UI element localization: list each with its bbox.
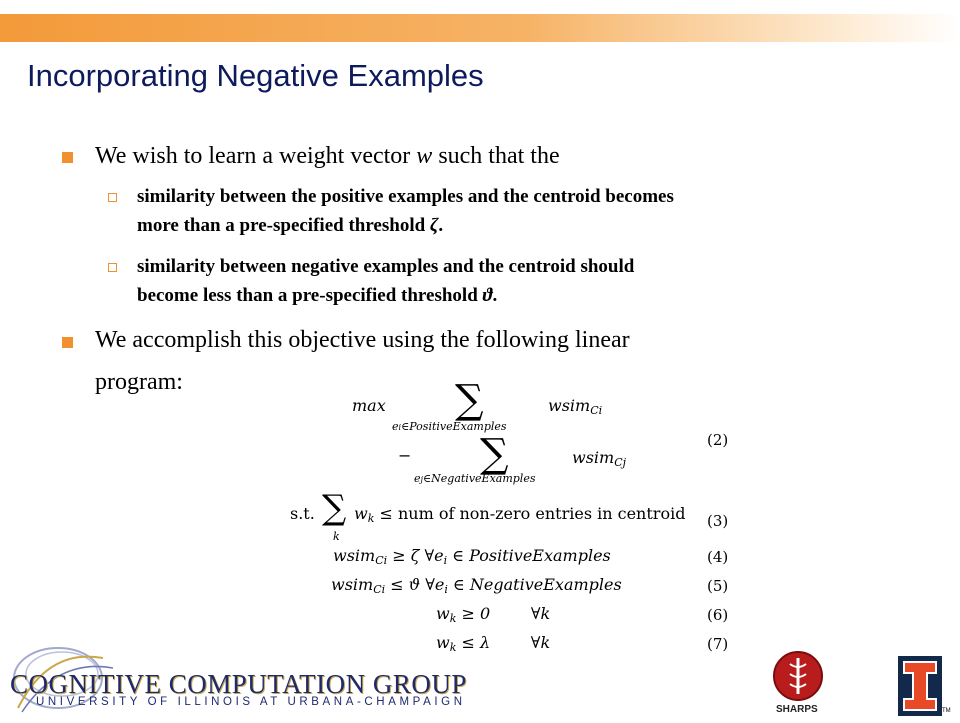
sub-pos: ∈PositiveExamples <box>401 420 507 433</box>
eq-constraint-4 <box>333 546 611 567</box>
illinois-tm: TM <box>942 708 951 714</box>
sub-j: j <box>420 475 423 484</box>
sum-2-subscript <box>414 472 535 485</box>
sub-bullet-2-end: . <box>492 285 498 306</box>
cogcomp-logo-title: COGNITIVE COMPUTATION GROUP <box>10 669 467 699</box>
wsim-sub: Ci <box>375 554 388 567</box>
cogcomp-logo <box>8 638 468 718</box>
wsim-text: wsim <box>548 396 591 415</box>
sub-bullet-2-line1: similarity between negative examples and the centroid should <box>137 256 635 277</box>
bullet-2-line2: program: <box>95 369 183 395</box>
w-text: w <box>436 633 450 652</box>
eq-number-2: (2) <box>707 431 729 449</box>
wsim-sub: Ci <box>590 404 603 417</box>
wsim-text: wsim <box>572 448 615 467</box>
sum-symbol-2: ∑ <box>480 431 509 477</box>
eq-constraint-3 <box>354 504 685 525</box>
sub-bullet-1-line2 <box>137 211 443 240</box>
vartheta-symbol: ϑ <box>482 285 493 306</box>
k-sub: k <box>367 512 375 525</box>
eq-number-3: (3) <box>707 512 729 530</box>
bullet-square-icon <box>62 152 73 163</box>
w-text: w <box>354 504 368 523</box>
wsim-text: wsim <box>331 575 374 594</box>
illinois-logo <box>898 656 951 716</box>
eq-wsim-ci <box>548 396 602 417</box>
wsim-sub: Cj <box>614 456 627 469</box>
sub-i: i <box>398 423 402 432</box>
k-sub: k <box>449 641 457 654</box>
sum-symbol-3: ∑ <box>322 488 347 528</box>
sharps-caduceus-icon <box>770 650 830 706</box>
illinois-block-i-icon <box>898 656 942 716</box>
sub-bullet-2-line2 <box>137 281 497 310</box>
i-sub: i <box>444 583 448 596</box>
bullet-square-icon <box>62 337 73 348</box>
i-sub: i <box>443 554 448 567</box>
c4-text: ≥ ζ ∀e <box>392 546 444 565</box>
bullet-1-prefix: We wish to learn a weight vector <box>95 143 417 169</box>
c4-rest: ∈ PositiveExamples <box>452 546 611 565</box>
sub-bullet-square-icon <box>108 263 117 272</box>
slide-title: Incorporating Negative Examples <box>27 58 484 93</box>
bullet-1-text <box>95 140 560 173</box>
eq-st: s.t. <box>290 504 315 523</box>
bullet-1-var: w <box>416 143 433 169</box>
c5-rest: ∈ NegativeExamples <box>453 575 622 594</box>
eq-wsim-cj <box>572 448 626 469</box>
c5-text: ≤ ϑ ∀e <box>390 575 445 594</box>
w-text: w <box>436 604 450 623</box>
sub-neg: ∈NegativeExamples <box>423 472 536 485</box>
wsim-text: wsim <box>333 546 376 565</box>
eq-constraint-6 <box>436 604 550 625</box>
sub-e: e <box>392 420 399 433</box>
eq-minus: − <box>398 446 412 465</box>
sum-symbol-1: ∑ <box>455 377 484 423</box>
sub-bullet-1-end: . <box>438 215 444 236</box>
eq-number-4: (4) <box>707 548 729 566</box>
eq-number-7: (7) <box>707 635 729 653</box>
wsim-sub: Ci <box>373 583 386 596</box>
eq-constraint-5 <box>331 575 622 596</box>
eq-number-6: (6) <box>707 606 729 624</box>
sub-bullet-2-line2-text: become less than a pre-specified threshold <box>137 285 483 306</box>
sub-bullet-1-line1: similarity between the positive examples and the centroid becomes <box>137 186 674 207</box>
constraint-3-text: ≤ num of non-zero entries in centroid <box>379 504 686 523</box>
k-sub: k <box>449 612 457 625</box>
c6-text: ≥ 0 ∀k <box>461 604 551 623</box>
zeta-symbol: ζ <box>429 215 439 236</box>
sharps-label: SHARPS <box>776 704 818 715</box>
bullet-1-suffix: such that the <box>432 143 560 169</box>
sub-bullet-1-line2-text: more than a pre-specified threshold <box>137 215 430 236</box>
c7-text: ≤ λ ∀k <box>461 633 551 652</box>
bullet-2-line1: We accomplish this objective using the following linear <box>95 327 630 353</box>
sharps-logo <box>770 650 830 720</box>
cogcomp-logo-subtitle: UNIVERSITY OF ILLINOIS AT URBANA-CHAMPAIGN <box>36 696 466 708</box>
sub-bullet-square-icon <box>108 193 117 202</box>
header-gradient-bar <box>0 14 960 42</box>
sum-3-subscript: k <box>333 530 340 543</box>
eq-max: max <box>352 396 386 415</box>
eq-number-5: (5) <box>707 577 729 595</box>
sub-e: e <box>414 472 421 485</box>
